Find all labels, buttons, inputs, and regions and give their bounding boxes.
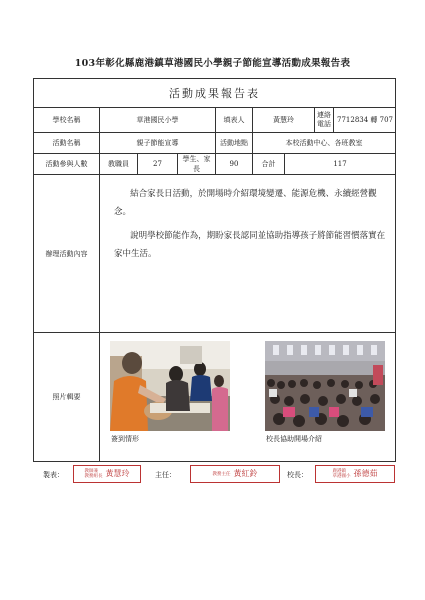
content-row [34, 175, 396, 333]
filler-value: 黃慧玲 [253, 108, 315, 133]
students-value: 90 [216, 154, 253, 175]
activity-name-label: 活動名稱 [34, 133, 100, 154]
total-value: 117 [285, 154, 396, 175]
photo-principal-intro [265, 341, 385, 431]
maker-stamp-name: 黃慧玲 [105, 469, 130, 478]
director-label: 主任： [155, 471, 176, 479]
table-heading: 活動成果報告表 [34, 79, 396, 108]
photo-right-box [265, 341, 385, 444]
principal-stamp-name: 孫德茹 [353, 469, 378, 478]
principal-stamp-line-2: 草港國小 [332, 474, 351, 479]
report-table [33, 78, 396, 462]
school-name-value: 草港國民小學 [100, 108, 216, 133]
school-name-label: 學校名稱 [34, 108, 100, 133]
content-paragraph-2: 說明學校節能作為，期盼家長認同並協助指導孩子將節能習慣落實在家中生活。 [114, 231, 386, 259]
filler-label: 填表人 [216, 108, 253, 133]
staff-value: 27 [138, 154, 178, 175]
staff-label: 教職員 [100, 154, 138, 175]
phone-value: 7712834 轉 707 [337, 116, 393, 124]
activity-name-value: 親子節能宣導 [100, 133, 216, 154]
content-text [100, 175, 396, 333]
director-stamp-line-1: 教務主任 [212, 471, 231, 477]
photo-left-box [110, 341, 230, 444]
principal-stamp-line-1: 鹿港鎮 [332, 469, 346, 474]
phone-label-bottom: 電話 [317, 120, 331, 128]
maker-stamp-line-2: 教務組長 [84, 474, 103, 479]
content-paragraph-1: 結合家長日活動，於開場時介紹環境變遷、能源危機、永續經營觀念。 [114, 189, 377, 217]
director-stamp-name: 黃紅鈴 [233, 469, 258, 478]
principal-label: 校長： [287, 471, 308, 479]
phone-cell [315, 108, 396, 133]
total-label: 合計 [253, 154, 285, 175]
director-stamp [190, 465, 280, 483]
phone-label-top: 連絡 [317, 111, 331, 119]
photo-sign-in [110, 341, 230, 431]
photo-row [34, 333, 396, 462]
signature-row [33, 462, 395, 488]
place-value: 本校活動中心、各班教室 [253, 133, 396, 154]
participants-row [34, 154, 396, 175]
students-label: 學生、家長 [178, 154, 216, 175]
maker-label: 製表： [43, 471, 64, 479]
principal-stamp [315, 465, 395, 483]
photo-right-caption: 校長協助開場介紹 [266, 435, 322, 443]
activity-row [34, 133, 396, 154]
phone-label [315, 108, 334, 132]
content-label: 辦理活動內容 [34, 175, 100, 333]
photo-cell [100, 333, 396, 462]
photo-label: 照片輯要 [34, 333, 100, 462]
photo-left-caption: 簽到情形 [111, 435, 139, 443]
place-label: 活動地點 [216, 133, 253, 154]
maker-stamp-line-1: 教師兼 [84, 469, 98, 474]
participants-label: 活動參與人數 [34, 154, 100, 175]
maker-stamp [73, 465, 141, 483]
school-row [34, 108, 396, 133]
document-title: 103年彰化縣鹿港鎮草港國民小學親子節能宣導活動成果報告表 [74, 58, 351, 69]
